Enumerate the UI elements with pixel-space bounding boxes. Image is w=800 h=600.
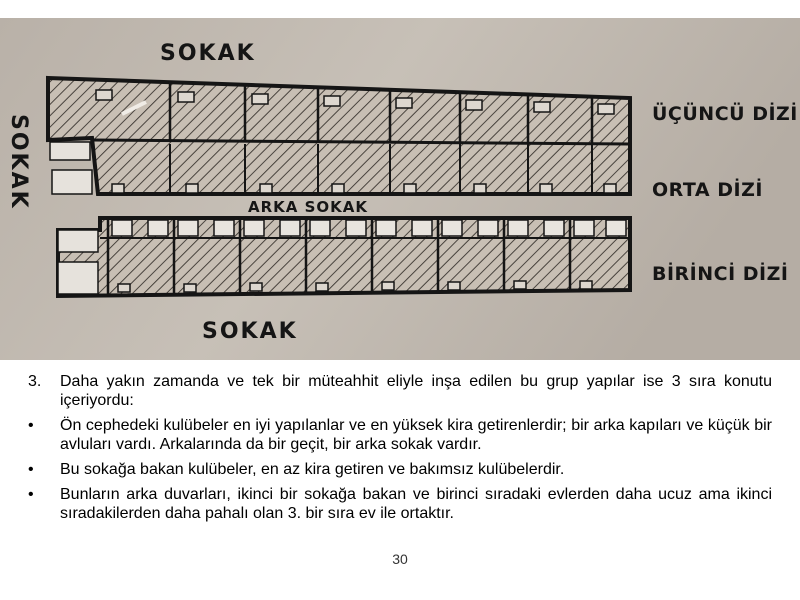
row-label-middle: ORTA DİZİ: [652, 179, 763, 201]
back-street-label: ARKA SOKAK: [248, 198, 369, 216]
list-item: [28, 372, 772, 410]
page-number: 30: [392, 551, 408, 567]
list-text: Ön cephedeki kulübeler en iyi yapılanlar ve en yüksek kira getirenlerdir; bir arka kapıları ve küçük bir avluları vardı. Arkalarında da bir geçit, bir arka sokak vardır.: [60, 417, 772, 453]
row-label-third: ÜÇÜNCÜ DİZİ: [652, 103, 798, 125]
street-label-top: SOKAK: [160, 41, 256, 66]
list-text: Daha yakın zamanda ve tek bir müteahhit eliyle inşa edilen bu grup yapılar ise 3 sıra konutu içeriyordu:: [60, 373, 772, 409]
list-item: [28, 485, 772, 523]
bullet-icon: •: [28, 417, 34, 434]
street-label-bottom: SOKAK: [202, 319, 298, 344]
slide-text: [28, 372, 772, 529]
list-text: Bu sokağa bakan kulübeler, en az kira getiren ve bakımsız kulübelerdir.: [60, 461, 565, 478]
street-plan-diagram: [0, 18, 800, 360]
bullet-icon: •: [28, 461, 34, 478]
street-label-left: SOKAK: [6, 114, 31, 210]
list-text: Bunların arka duvarları, ikinci bir sokağa bakan ve birinci sıradaki evlerden daha ucuz ama ikinci sıradakilerden daha pahalı olan 3. bir sıra ev ile ortaktır.: [60, 486, 772, 522]
list-marker: 3.: [28, 373, 42, 390]
list-item: [28, 460, 772, 479]
row-label-first: BİRİNCİ DİZİ: [652, 263, 789, 285]
bullet-icon: •: [28, 486, 34, 503]
list-item: [28, 416, 772, 454]
